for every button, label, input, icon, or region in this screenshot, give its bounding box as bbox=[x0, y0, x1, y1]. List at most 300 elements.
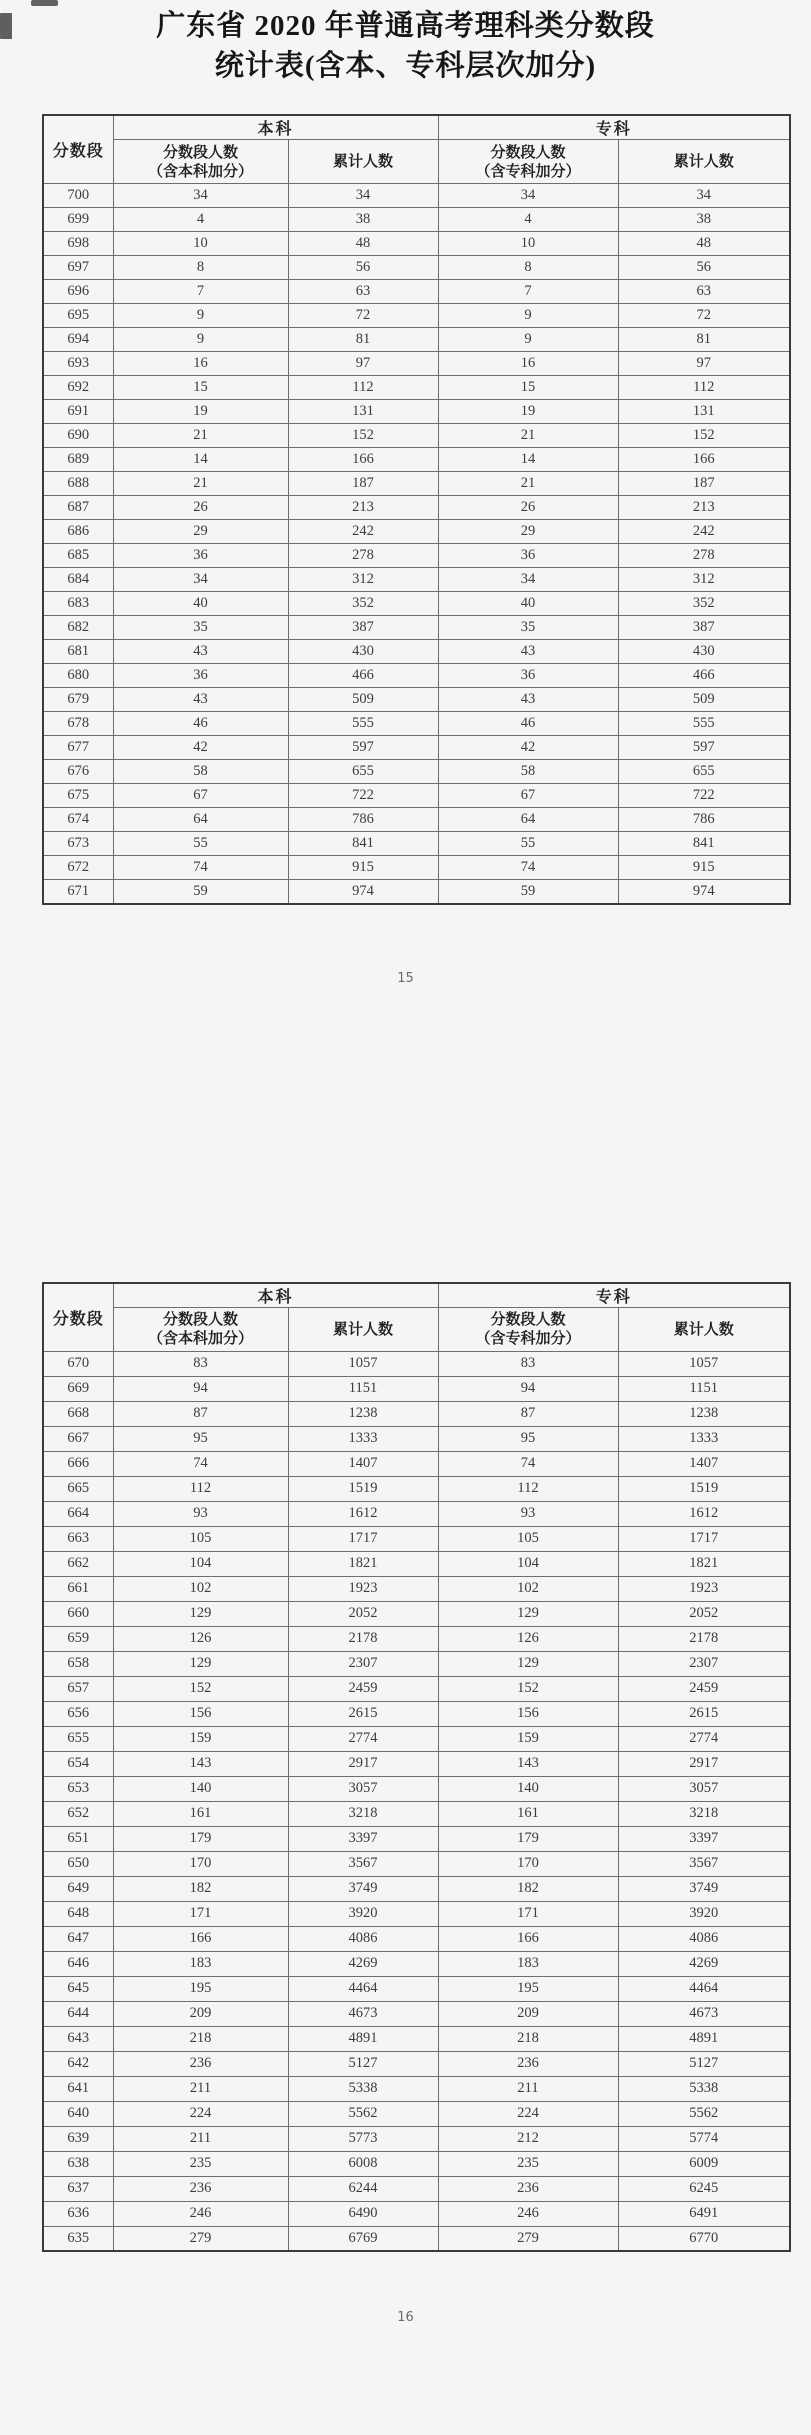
score-range-cell: 658 bbox=[43, 1651, 113, 1676]
score-range-cell: 645 bbox=[43, 1976, 113, 2001]
benke-count-cell: 102 bbox=[113, 1576, 288, 1601]
benke-cumulative-cell: 34 bbox=[288, 184, 438, 208]
zhuanke-count-cell: 209 bbox=[438, 2001, 618, 2026]
score-range-cell: 649 bbox=[43, 1876, 113, 1901]
table-row bbox=[43, 1626, 790, 1651]
zhuanke-cumulative-header: 累计人数 bbox=[618, 140, 790, 184]
zhuanke-cumulative-cell: 722 bbox=[618, 784, 790, 808]
benke-cumulative-cell: 152 bbox=[288, 424, 438, 448]
zhuanke-count-cell: 74 bbox=[438, 1451, 618, 1476]
benke-count-cell: 171 bbox=[113, 1901, 288, 1926]
table-row bbox=[43, 856, 790, 880]
score-range-cell: 656 bbox=[43, 1701, 113, 1726]
table-row bbox=[43, 1376, 790, 1401]
zhuanke-count-cell: 140 bbox=[438, 1776, 618, 1801]
zhuanke-cumulative-cell: 4673 bbox=[618, 2001, 790, 2026]
zhuanke-count-cell: 83 bbox=[438, 1351, 618, 1376]
score-range-cell: 643 bbox=[43, 2026, 113, 2051]
benke-count-header bbox=[113, 1307, 288, 1351]
benke-cumulative-cell: 63 bbox=[288, 280, 438, 304]
score-range-cell: 677 bbox=[43, 736, 113, 760]
score-range-cell: 666 bbox=[43, 1451, 113, 1476]
benke-count-cell: 93 bbox=[113, 1501, 288, 1526]
score-range-cell: 681 bbox=[43, 640, 113, 664]
table-row bbox=[43, 1951, 790, 1976]
score-range-cell: 693 bbox=[43, 352, 113, 376]
benke-count-cell: 236 bbox=[113, 2176, 288, 2201]
zhuanke-cumulative-cell: 5127 bbox=[618, 2051, 790, 2076]
benke-count-cell: 9 bbox=[113, 328, 288, 352]
benke-count-cell: 42 bbox=[113, 736, 288, 760]
benke-cumulative-cell: 5127 bbox=[288, 2051, 438, 2076]
score-range-cell: 642 bbox=[43, 2051, 113, 2076]
zhuanke-cumulative-cell: 466 bbox=[618, 664, 790, 688]
score-range-cell: 700 bbox=[43, 184, 113, 208]
zhuanke-cumulative-cell: 48 bbox=[618, 232, 790, 256]
table-row bbox=[43, 2076, 790, 2101]
zhuanke-cumulative-cell: 5562 bbox=[618, 2101, 790, 2126]
zhuanke-cumulative-cell: 841 bbox=[618, 832, 790, 856]
zhuanke-cumulative-cell: 3218 bbox=[618, 1801, 790, 1826]
table-row bbox=[43, 1551, 790, 1576]
zhuanke-cumulative-cell: 5774 bbox=[618, 2126, 790, 2151]
benke-group-header: 本科 bbox=[113, 115, 438, 140]
zhuanke-cumulative-cell: 2459 bbox=[618, 1676, 790, 1701]
benke-cumulative-cell: 5338 bbox=[288, 2076, 438, 2101]
zhuanke-count-cell: 87 bbox=[438, 1401, 618, 1426]
benke-cumulative-cell: 6008 bbox=[288, 2151, 438, 2176]
benke-count-cell: 29 bbox=[113, 520, 288, 544]
zhuanke-cumulative-cell: 312 bbox=[618, 568, 790, 592]
score-range-cell: 637 bbox=[43, 2176, 113, 2201]
zhuanke-count-cell: 9 bbox=[438, 304, 618, 328]
table-row bbox=[43, 736, 790, 760]
table-row bbox=[43, 2101, 790, 2126]
score-range-cell: 691 bbox=[43, 400, 113, 424]
score-range-cell: 673 bbox=[43, 832, 113, 856]
score-range-cell: 698 bbox=[43, 232, 113, 256]
table-row bbox=[43, 688, 790, 712]
score-table-body bbox=[43, 184, 790, 904]
score-range-header: 分数段 bbox=[43, 1283, 113, 1352]
zhuanke-cumulative-cell: 97 bbox=[618, 352, 790, 376]
title-line-1: 广东省 2020 年普通高考理科类分数段 bbox=[156, 10, 655, 42]
zhuanke-count-cell: 236 bbox=[438, 2051, 618, 2076]
zhuanke-count-cell: 4 bbox=[438, 208, 618, 232]
score-range-cell: 692 bbox=[43, 376, 113, 400]
table-row bbox=[43, 1476, 790, 1501]
table-row bbox=[43, 1901, 790, 1926]
score-range-cell: 695 bbox=[43, 304, 113, 328]
zhuanke-count-cell: 67 bbox=[438, 784, 618, 808]
score-range-cell: 639 bbox=[43, 2126, 113, 2151]
benke-count-header-line1: 分数段人数 bbox=[162, 1311, 238, 1328]
benke-cumulative-cell: 509 bbox=[288, 688, 438, 712]
benke-cumulative-cell: 3057 bbox=[288, 1776, 438, 1801]
benke-cumulative-cell: 2459 bbox=[288, 1676, 438, 1701]
score-range-cell: 696 bbox=[43, 280, 113, 304]
score-range-cell: 679 bbox=[43, 688, 113, 712]
score-range-cell: 680 bbox=[43, 664, 113, 688]
benke-count-cell: 182 bbox=[113, 1876, 288, 1901]
benke-count-header-line2: （含本科加分） bbox=[147, 1330, 253, 1347]
table-row bbox=[43, 184, 790, 208]
score-range-cell: 674 bbox=[43, 808, 113, 832]
benke-count-cell: 21 bbox=[113, 424, 288, 448]
benke-count-cell: 129 bbox=[113, 1651, 288, 1676]
zhuanke-cumulative-cell: 6245 bbox=[618, 2176, 790, 2201]
table-row bbox=[43, 304, 790, 328]
zhuanke-cumulative-cell: 3057 bbox=[618, 1776, 790, 1801]
table-row bbox=[43, 1751, 790, 1776]
benke-cumulative-cell: 112 bbox=[288, 376, 438, 400]
table-row bbox=[43, 664, 790, 688]
benke-count-cell: 58 bbox=[113, 760, 288, 784]
benke-cumulative-cell: 5773 bbox=[288, 2126, 438, 2151]
header-row-groups bbox=[43, 115, 790, 140]
score-range-cell: 687 bbox=[43, 496, 113, 520]
benke-cumulative-cell: 1057 bbox=[288, 1351, 438, 1376]
zhuanke-count-cell: 183 bbox=[438, 1951, 618, 1976]
table-row bbox=[43, 1451, 790, 1476]
benke-count-cell: 104 bbox=[113, 1551, 288, 1576]
document-title bbox=[0, 0, 811, 86]
benke-count-cell: 183 bbox=[113, 1951, 288, 1976]
benke-cumulative-cell: 3567 bbox=[288, 1851, 438, 1876]
benke-cumulative-cell: 3397 bbox=[288, 1826, 438, 1851]
zhuanke-cumulative-cell: 72 bbox=[618, 304, 790, 328]
benke-count-cell: 211 bbox=[113, 2126, 288, 2151]
zhuanke-cumulative-cell: 56 bbox=[618, 256, 790, 280]
zhuanke-cumulative-cell: 974 bbox=[618, 880, 790, 904]
table-row bbox=[43, 1501, 790, 1526]
benke-count-cell: 152 bbox=[113, 1676, 288, 1701]
zhuanke-cumulative-cell: 1057 bbox=[618, 1351, 790, 1376]
zhuanke-count-cell: 29 bbox=[438, 520, 618, 544]
benke-cumulative-cell: 387 bbox=[288, 616, 438, 640]
page-number-15: 15 bbox=[397, 970, 414, 986]
score-range-cell: 647 bbox=[43, 1926, 113, 1951]
zhuanke-cumulative-cell: 1151 bbox=[618, 1376, 790, 1401]
benke-count-cell: 43 bbox=[113, 688, 288, 712]
zhuanke-count-header-line2: （含专科加分） bbox=[475, 162, 581, 180]
zhuanke-cumulative-header: 累计人数 bbox=[618, 1307, 790, 1351]
score-range-cell: 640 bbox=[43, 2101, 113, 2126]
zhuanke-cumulative-cell: 242 bbox=[618, 520, 790, 544]
table-row bbox=[43, 1351, 790, 1376]
zhuanke-count-cell: 159 bbox=[438, 1726, 618, 1751]
score-range-cell: 690 bbox=[43, 424, 113, 448]
benke-cumulative-cell: 786 bbox=[288, 808, 438, 832]
table-row bbox=[43, 2176, 790, 2201]
zhuanke-count-cell: 129 bbox=[438, 1651, 618, 1676]
benke-count-cell: 34 bbox=[113, 184, 288, 208]
benke-cumulative-cell: 2307 bbox=[288, 1651, 438, 1676]
score-range-cell: 688 bbox=[43, 472, 113, 496]
table-row bbox=[43, 1601, 790, 1626]
table-row bbox=[43, 592, 790, 616]
benke-cumulative-cell: 4891 bbox=[288, 2026, 438, 2051]
zhuanke-count-cell: 43 bbox=[438, 688, 618, 712]
benke-count-cell: 246 bbox=[113, 2201, 288, 2226]
zhuanke-cumulative-cell: 1717 bbox=[618, 1526, 790, 1551]
table-row bbox=[43, 760, 790, 784]
zhuanke-count-cell: 161 bbox=[438, 1801, 618, 1826]
table-row bbox=[43, 1851, 790, 1876]
zhuanke-cumulative-cell: 1612 bbox=[618, 1501, 790, 1526]
benke-cumulative-cell: 1821 bbox=[288, 1551, 438, 1576]
zhuanke-cumulative-cell: 2917 bbox=[618, 1751, 790, 1776]
table-row bbox=[43, 1426, 790, 1451]
zhuanke-count-cell: 104 bbox=[438, 1551, 618, 1576]
table-row bbox=[43, 712, 790, 736]
table-row bbox=[43, 808, 790, 832]
benke-count-cell: 211 bbox=[113, 2076, 288, 2101]
benke-count-cell: 83 bbox=[113, 1351, 288, 1376]
score-range-cell: 636 bbox=[43, 2201, 113, 2226]
benke-cumulative-cell: 1717 bbox=[288, 1526, 438, 1551]
score-range-cell: 682 bbox=[43, 616, 113, 640]
benke-cumulative-cell: 6490 bbox=[288, 2201, 438, 2226]
page-number-16: 16 bbox=[397, 2310, 414, 2325]
benke-cumulative-cell: 4269 bbox=[288, 1951, 438, 1976]
benke-count-cell: 4 bbox=[113, 208, 288, 232]
score-range-cell: 669 bbox=[43, 1376, 113, 1401]
benke-cumulative-cell: 242 bbox=[288, 520, 438, 544]
zhuanke-cumulative-cell: 6009 bbox=[618, 2151, 790, 2176]
benke-count-cell: 161 bbox=[113, 1801, 288, 1826]
zhuanke-cumulative-cell: 38 bbox=[618, 208, 790, 232]
benke-count-cell: 126 bbox=[113, 1626, 288, 1651]
table-row bbox=[43, 544, 790, 568]
score-range-cell: 678 bbox=[43, 712, 113, 736]
table-row bbox=[43, 472, 790, 496]
score-range-cell: 694 bbox=[43, 328, 113, 352]
benke-cumulative-cell: 841 bbox=[288, 832, 438, 856]
score-range-cell: 672 bbox=[43, 856, 113, 880]
score-range-cell: 662 bbox=[43, 1551, 113, 1576]
benke-cumulative-cell: 2774 bbox=[288, 1726, 438, 1751]
zhuanke-cumulative-cell: 430 bbox=[618, 640, 790, 664]
table-row bbox=[43, 616, 790, 640]
score-range-cell: 676 bbox=[43, 760, 113, 784]
table-row bbox=[43, 400, 790, 424]
zhuanke-count-cell: 58 bbox=[438, 760, 618, 784]
benke-cumulative-cell: 48 bbox=[288, 232, 438, 256]
table-row bbox=[43, 568, 790, 592]
score-range-cell: 683 bbox=[43, 592, 113, 616]
zhuanke-cumulative-cell: 81 bbox=[618, 328, 790, 352]
table-row bbox=[43, 1576, 790, 1601]
zhuanke-count-cell: 64 bbox=[438, 808, 618, 832]
benke-count-cell: 218 bbox=[113, 2026, 288, 2051]
zhuanke-count-cell: 195 bbox=[438, 1976, 618, 2001]
benke-count-header-line1: 分数段人数 bbox=[162, 143, 238, 161]
benke-count-header bbox=[113, 140, 288, 184]
benke-cumulative-cell: 1238 bbox=[288, 1401, 438, 1426]
benke-cumulative-cell: 187 bbox=[288, 472, 438, 496]
benke-cumulative-cell: 4673 bbox=[288, 2001, 438, 2026]
benke-count-cell: 7 bbox=[113, 280, 288, 304]
benke-cumulative-cell: 1519 bbox=[288, 1476, 438, 1501]
benke-count-cell: 179 bbox=[113, 1826, 288, 1851]
zhuanke-cumulative-cell: 555 bbox=[618, 712, 790, 736]
benke-count-cell: 10 bbox=[113, 232, 288, 256]
benke-cumulative-cell: 213 bbox=[288, 496, 438, 520]
table-row bbox=[43, 208, 790, 232]
zhuanke-cumulative-cell: 3920 bbox=[618, 1901, 790, 1926]
score-range-cell: 635 bbox=[43, 2226, 113, 2251]
benke-count-cell: 195 bbox=[113, 1976, 288, 2001]
zhuanke-count-cell: 43 bbox=[438, 640, 618, 664]
benke-count-cell: 166 bbox=[113, 1926, 288, 1951]
zhuanke-cumulative-cell: 1923 bbox=[618, 1576, 790, 1601]
zhuanke-count-cell: 182 bbox=[438, 1876, 618, 1901]
table-row bbox=[43, 2151, 790, 2176]
benke-cumulative-cell: 2052 bbox=[288, 1601, 438, 1626]
zhuanke-group-header: 专科 bbox=[438, 115, 790, 140]
table-row bbox=[43, 1676, 790, 1701]
score-range-cell: 657 bbox=[43, 1676, 113, 1701]
benke-cumulative-cell: 1612 bbox=[288, 1501, 438, 1526]
benke-count-header-line2: （含本科加分） bbox=[147, 162, 253, 180]
zhuanke-count-cell: 36 bbox=[438, 544, 618, 568]
benke-cumulative-cell: 2917 bbox=[288, 1751, 438, 1776]
table-row bbox=[43, 1826, 790, 1851]
benke-count-cell: 159 bbox=[113, 1726, 288, 1751]
score-range-cell: 665 bbox=[43, 1476, 113, 1501]
benke-cumulative-cell: 555 bbox=[288, 712, 438, 736]
zhuanke-count-cell: 246 bbox=[438, 2201, 618, 2226]
zhuanke-cumulative-cell: 597 bbox=[618, 736, 790, 760]
benke-cumulative-cell: 1151 bbox=[288, 1376, 438, 1401]
score-range-cell: 699 bbox=[43, 208, 113, 232]
benke-cumulative-cell: 430 bbox=[288, 640, 438, 664]
benke-cumulative-cell: 1923 bbox=[288, 1576, 438, 1601]
table-row bbox=[43, 448, 790, 472]
table-row bbox=[43, 1651, 790, 1676]
benke-cumulative-cell: 2615 bbox=[288, 1701, 438, 1726]
benke-count-cell: 21 bbox=[113, 472, 288, 496]
benke-count-cell: 105 bbox=[113, 1526, 288, 1551]
benke-cumulative-cell: 3749 bbox=[288, 1876, 438, 1901]
zhuanke-cumulative-cell: 509 bbox=[618, 688, 790, 712]
score-range-cell: 641 bbox=[43, 2076, 113, 2101]
table-row bbox=[43, 2051, 790, 2076]
benke-count-cell: 74 bbox=[113, 856, 288, 880]
table-row bbox=[43, 1701, 790, 1726]
zhuanke-count-cell: 102 bbox=[438, 1576, 618, 1601]
zhuanke-count-cell: 16 bbox=[438, 352, 618, 376]
zhuanke-count-cell: 34 bbox=[438, 568, 618, 592]
zhuanke-count-cell: 235 bbox=[438, 2151, 618, 2176]
zhuanke-count-cell: 126 bbox=[438, 1626, 618, 1651]
benke-count-cell: 14 bbox=[113, 448, 288, 472]
table-row bbox=[43, 1776, 790, 1801]
benke-count-cell: 15 bbox=[113, 376, 288, 400]
benke-count-cell: 140 bbox=[113, 1776, 288, 1801]
table-row bbox=[43, 784, 790, 808]
score-range-cell: 689 bbox=[43, 448, 113, 472]
benke-group-header: 本科 bbox=[113, 1283, 438, 1308]
benke-count-cell: 67 bbox=[113, 784, 288, 808]
zhuanke-count-cell: 156 bbox=[438, 1701, 618, 1726]
zhuanke-count-cell: 36 bbox=[438, 664, 618, 688]
benke-count-cell: 40 bbox=[113, 592, 288, 616]
score-table-page-15 bbox=[42, 114, 791, 905]
benke-count-cell: 8 bbox=[113, 256, 288, 280]
benke-cumulative-header: 累计人数 bbox=[288, 1307, 438, 1351]
table-row bbox=[43, 2226, 790, 2251]
score-range-cell: 660 bbox=[43, 1601, 113, 1626]
score-range-cell: 697 bbox=[43, 256, 113, 280]
zhuanke-cumulative-cell: 4464 bbox=[618, 1976, 790, 2001]
zhuanke-cumulative-cell: 786 bbox=[618, 808, 790, 832]
benke-cumulative-cell: 6244 bbox=[288, 2176, 438, 2201]
benke-count-cell: 87 bbox=[113, 1401, 288, 1426]
zhuanke-count-cell: 94 bbox=[438, 1376, 618, 1401]
zhuanke-count-cell: 40 bbox=[438, 592, 618, 616]
score-range-cell: 686 bbox=[43, 520, 113, 544]
zhuanke-count-cell: 218 bbox=[438, 2026, 618, 2051]
zhuanke-cumulative-cell: 213 bbox=[618, 496, 790, 520]
benke-count-cell: 59 bbox=[113, 880, 288, 904]
benke-count-cell: 26 bbox=[113, 496, 288, 520]
table-row bbox=[43, 520, 790, 544]
zhuanke-count-cell: 166 bbox=[438, 1926, 618, 1951]
zhuanke-count-cell: 112 bbox=[438, 1476, 618, 1501]
zhuanke-cumulative-cell: 2307 bbox=[618, 1651, 790, 1676]
zhuanke-cumulative-cell: 2052 bbox=[618, 1601, 790, 1626]
score-range-cell: 651 bbox=[43, 1826, 113, 1851]
zhuanke-count-cell: 74 bbox=[438, 856, 618, 880]
benke-count-cell: 36 bbox=[113, 544, 288, 568]
score-table-body bbox=[43, 1351, 790, 2251]
benke-count-cell: 235 bbox=[113, 2151, 288, 2176]
score-range-cell: 668 bbox=[43, 1401, 113, 1426]
zhuanke-count-cell: 179 bbox=[438, 1826, 618, 1851]
benke-count-cell: 112 bbox=[113, 1476, 288, 1501]
score-range-cell: 685 bbox=[43, 544, 113, 568]
score-range-cell: 654 bbox=[43, 1751, 113, 1776]
zhuanke-count-header-line2: （含专科加分） bbox=[475, 1330, 581, 1347]
benke-cumulative-cell: 56 bbox=[288, 256, 438, 280]
benke-count-cell: 156 bbox=[113, 1701, 288, 1726]
zhuanke-count-cell: 59 bbox=[438, 880, 618, 904]
table-row bbox=[43, 1401, 790, 1426]
score-range-cell: 644 bbox=[43, 2001, 113, 2026]
zhuanke-count-cell: 8 bbox=[438, 256, 618, 280]
benke-count-cell: 9 bbox=[113, 304, 288, 328]
benke-cumulative-cell: 3218 bbox=[288, 1801, 438, 1826]
benke-cumulative-cell: 312 bbox=[288, 568, 438, 592]
benke-cumulative-cell: 1407 bbox=[288, 1451, 438, 1476]
scan-artifact bbox=[31, 0, 58, 6]
zhuanke-count-cell: 129 bbox=[438, 1601, 618, 1626]
zhuanke-cumulative-cell: 152 bbox=[618, 424, 790, 448]
zhuanke-cumulative-cell: 6770 bbox=[618, 2226, 790, 2251]
zhuanke-cumulative-cell: 2615 bbox=[618, 1701, 790, 1726]
zhuanke-cumulative-cell: 166 bbox=[618, 448, 790, 472]
zhuanke-count-cell: 55 bbox=[438, 832, 618, 856]
score-range-cell: 667 bbox=[43, 1426, 113, 1451]
benke-count-cell: 19 bbox=[113, 400, 288, 424]
benke-cumulative-cell: 131 bbox=[288, 400, 438, 424]
zhuanke-cumulative-cell: 187 bbox=[618, 472, 790, 496]
zhuanke-count-cell: 15 bbox=[438, 376, 618, 400]
table-row bbox=[43, 2001, 790, 2026]
scan-artifact bbox=[0, 13, 12, 39]
